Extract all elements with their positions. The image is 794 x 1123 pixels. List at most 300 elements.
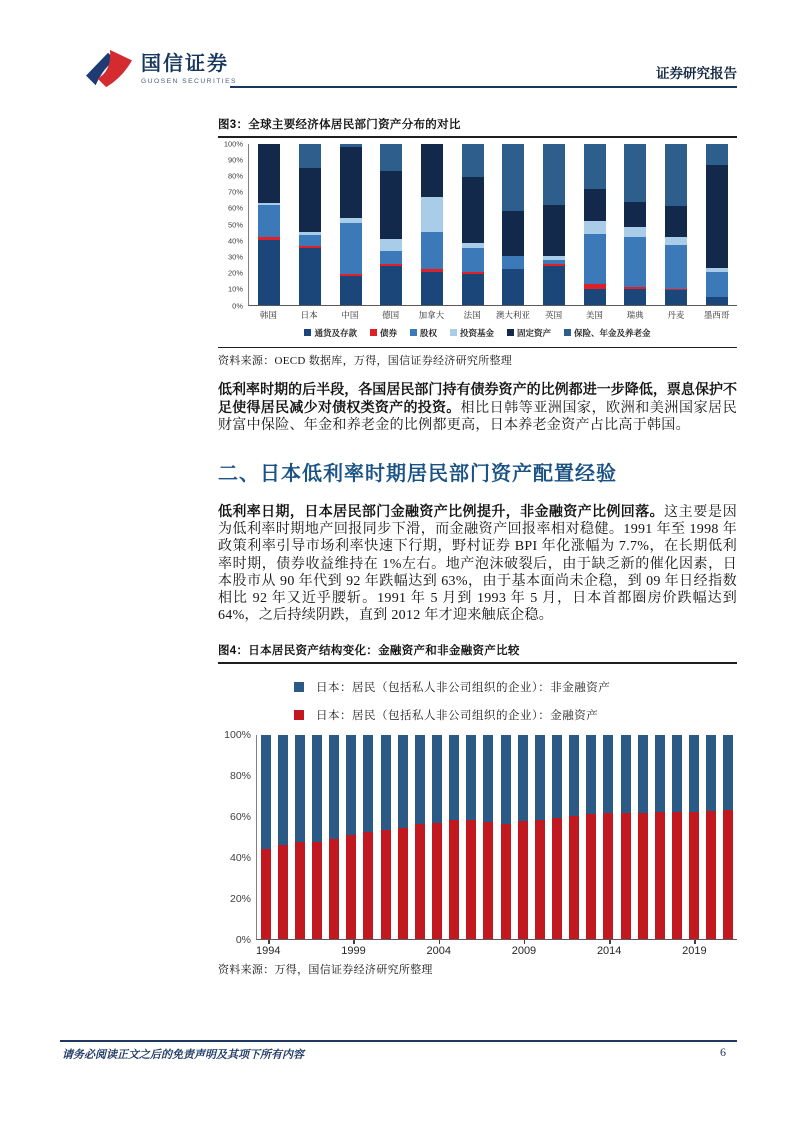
stacked-bar: [543, 144, 565, 305]
y-axis-label: 0%: [232, 301, 243, 311]
x-axis-label: [366, 940, 381, 957]
bar-2019: [686, 735, 703, 939]
figure-3: [218, 116, 737, 368]
footer-disclaimer: 请务必阅读正文之后的免责声明及其项下所有内容: [62, 1049, 304, 1061]
bar-segment: [638, 813, 648, 938]
bar-segment: [483, 735, 493, 823]
legend-label: 股权: [419, 327, 437, 338]
bar-segment: [535, 820, 545, 938]
paragraph-1: [218, 381, 737, 435]
bar-segment: [340, 276, 362, 305]
bar-segment: [295, 842, 305, 939]
legend-item: [294, 707, 737, 723]
brand-name-cn: 国信证券: [141, 52, 229, 75]
bar-韩国: [249, 144, 290, 305]
y-axis-label: 20%: [227, 268, 243, 278]
stacked-bar: [462, 144, 484, 305]
figure-3-source: 资料来源：OECD 数据库，万得，国信证券经济研究所整理: [218, 355, 513, 368]
bar-segment: [462, 274, 484, 305]
bar-1995: [274, 735, 291, 939]
bar-segment: [278, 735, 288, 845]
x-axis-label: [707, 940, 722, 957]
bar-法国: [452, 144, 493, 305]
x-axis-label: 2004: [426, 940, 450, 957]
bar-segment: [665, 290, 687, 304]
bar-2021: [720, 735, 737, 939]
y-axis-label: 40%: [229, 851, 251, 864]
bar-德国: [371, 144, 412, 305]
bar-segment: [363, 735, 373, 832]
bar-segment: [261, 735, 271, 849]
legend-item: [294, 679, 737, 695]
bar-segment: [689, 812, 699, 938]
x-axis-label: 瑞典: [626, 309, 644, 320]
stacked-bar: [501, 735, 511, 939]
figure-4-legend: [218, 679, 737, 723]
bar-segment: [665, 206, 687, 237]
bar-2005: [446, 735, 463, 939]
legend-swatch: [507, 329, 514, 336]
y-axis-label: 100%: [224, 728, 251, 741]
bar-segment: [261, 849, 271, 939]
chart-wrap: [218, 728, 737, 957]
bar-segment: [381, 735, 391, 831]
bar-2016: [634, 735, 651, 939]
brand-name-en: GUOSEN SECURITIES: [141, 77, 237, 85]
stacked-bar: [569, 735, 579, 939]
bar-segment: [603, 813, 613, 938]
bar-segment: [380, 239, 402, 252]
bar-segment: [462, 144, 484, 178]
figure-4-title: 图4：日本居民资产结构变化：金融资产和非金融资产比较: [218, 645, 520, 657]
stacked-bar: [381, 735, 391, 939]
legend-item: [370, 327, 397, 339]
x-axis-label: 加拿大: [418, 309, 445, 320]
y-axis-label: 30%: [227, 252, 243, 262]
stacked-bar: [603, 735, 613, 939]
y-axis-label: 0%: [235, 933, 251, 946]
stacked-bar: [706, 144, 728, 305]
x-axis-label: 2019: [682, 940, 706, 957]
x-axis-label: 美国: [585, 309, 603, 320]
y-axis: [218, 728, 256, 946]
stacked-bar: [299, 144, 321, 305]
legend-swatch: [304, 329, 311, 336]
bar-segment: [518, 735, 528, 822]
stacked-bar: [535, 735, 545, 939]
x-axis-label: 英国: [545, 309, 563, 320]
chart-main: [248, 144, 737, 321]
legend-swatch: [294, 710, 304, 720]
bar-segment: [543, 266, 565, 305]
x-axis-label: 2009: [512, 940, 536, 957]
bar-2004: [428, 735, 445, 939]
stacked-bar: [706, 735, 716, 939]
bar-segment: [462, 248, 484, 272]
bar-2010: [531, 735, 548, 939]
bar-segment: [432, 823, 442, 938]
legend-item: [507, 327, 551, 339]
x-axis-label: 1994: [256, 940, 280, 957]
x-axis-label: 中国: [341, 309, 359, 320]
stacked-bar: [665, 144, 687, 305]
bar-美国: [574, 144, 615, 305]
bar-2014: [600, 735, 617, 939]
legend-swatch: [450, 329, 457, 336]
bar-segment: [665, 144, 687, 207]
bar-segment: [421, 197, 443, 232]
bar-segment: [340, 223, 362, 275]
bar-segment: [380, 251, 402, 264]
chart-main: [256, 735, 737, 957]
x-axis-label: 2014: [597, 940, 621, 957]
bar-2006: [463, 735, 480, 939]
legend-label: 通货及存款: [314, 327, 357, 338]
bar-2013: [583, 735, 600, 939]
stacked-bar: [346, 735, 356, 939]
figure-3-legend: [218, 327, 737, 339]
bar-segment: [584, 221, 606, 234]
stacked-bar: [312, 735, 322, 939]
bar-segment: [584, 189, 606, 221]
report-type-label: 证券研究报告: [656, 66, 737, 81]
stacked-bar: [621, 735, 631, 939]
figure-3-top-rule: [218, 136, 737, 138]
y-axis-label: 90%: [227, 155, 243, 165]
bar-segment: [586, 735, 596, 815]
stacked-bar: [432, 735, 442, 939]
legend-label: 固定资产: [517, 327, 552, 338]
x-axis-label: 德国: [382, 309, 400, 320]
stacked-bar: [380, 144, 402, 305]
bar-segment: [621, 735, 631, 814]
bar-加拿大: [412, 144, 453, 305]
bar-segment: [449, 735, 459, 821]
y-axis-label: 20%: [229, 892, 251, 905]
bar-segment: [421, 272, 443, 304]
bar-2012: [566, 735, 583, 939]
x-axis-label: [326, 940, 341, 957]
bar-segment: [432, 735, 442, 824]
x-axis-label: 1999: [341, 940, 365, 957]
header-divider: [230, 86, 737, 88]
bar-segment: [329, 735, 339, 839]
x-axis-label: [621, 940, 636, 957]
stacked-bar: [552, 735, 562, 939]
bar-segment: [624, 202, 646, 228]
bar-segment: [706, 811, 716, 939]
bar-segment: [723, 735, 733, 810]
bar-segment: [258, 205, 280, 237]
bar-segment: [655, 735, 665, 813]
bar-2011: [548, 735, 565, 939]
footer-divider: [60, 1040, 737, 1042]
stacked-bar: [689, 735, 699, 939]
bar-segment: [299, 248, 321, 304]
bar-segment: [466, 820, 476, 938]
x-axis-label: [652, 940, 667, 957]
chart-wrap: [218, 139, 737, 321]
stacked-bar: [723, 735, 733, 939]
bar-2008: [497, 735, 514, 939]
bar-segment: [502, 256, 524, 269]
bar-丹麦: [656, 144, 697, 305]
x-axis-label: [667, 940, 682, 957]
bar-segment: [380, 171, 402, 239]
bar-2020: [703, 735, 720, 939]
bar-segment: [584, 234, 606, 284]
legend-swatch: [370, 329, 377, 336]
legend-item: [450, 327, 494, 339]
y-axis-label: 50%: [227, 220, 243, 230]
bar-segment: [278, 845, 288, 939]
bar-2007: [480, 735, 497, 939]
y-axis-label: 70%: [227, 187, 243, 197]
y-axis-label: 10%: [227, 284, 243, 294]
bar-2000: [360, 735, 377, 939]
figure-4-source: 资料来源：万得，国信证券经济研究所整理: [218, 963, 433, 976]
y-axis-label: 60%: [229, 810, 251, 823]
bar-segment: [462, 177, 484, 243]
bar-segment: [552, 818, 562, 938]
bar-segment: [398, 735, 408, 829]
stacked-bar: [258, 144, 280, 305]
paragraph-1-bold: 低利率时期的后半段，各国居民部门持有债券资产的比例都进一步降低，票息保护不足使得居民减少对债权类资产的投资。: [218, 381, 737, 416]
bar-segment: [569, 816, 579, 938]
stacked-bar: [363, 735, 373, 939]
stacked-bar: [421, 144, 443, 305]
y-axis-label: 40%: [227, 236, 243, 246]
bar-segment: [381, 830, 391, 938]
figure-4-top-rule: [218, 662, 737, 664]
bar-segment: [295, 735, 305, 842]
bar-segment: [299, 235, 321, 245]
bar-segment: [543, 144, 565, 205]
bar-segment: [535, 735, 545, 821]
bar-日本: [290, 144, 331, 305]
stacked-bar: [502, 144, 524, 305]
bar-2015: [617, 735, 634, 939]
bar-segment: [502, 144, 524, 212]
bar-segment: [689, 735, 699, 813]
x-axis-label: [637, 940, 652, 957]
x-axis-label: [381, 940, 396, 957]
brand-text: [141, 52, 237, 85]
bar-segment: [312, 735, 322, 842]
bar-英国: [534, 144, 575, 305]
bar-segment: [672, 735, 682, 813]
bar-segment: [543, 205, 565, 257]
bar-segment: [363, 832, 373, 939]
bar-segment: [501, 824, 511, 938]
guosen-logo: [84, 46, 237, 90]
bar-segment: [672, 812, 682, 938]
legend-swatch: [410, 329, 417, 336]
stacked-bar: [340, 144, 362, 305]
y-axis-label: 60%: [227, 203, 243, 213]
bar-segment: [603, 735, 613, 814]
bar-2001: [377, 735, 394, 939]
bar-segment: [346, 835, 356, 939]
x-axis-label: [466, 940, 481, 957]
bar-segment: [329, 839, 339, 939]
page-number: 6: [720, 1045, 726, 1059]
stacked-bar: [449, 735, 459, 939]
x-axis-label: [280, 940, 295, 957]
legend-label: 债券: [379, 327, 397, 338]
stacked-bar: [624, 144, 646, 305]
figure-4-chart: [218, 728, 737, 957]
x-axis-label: [497, 940, 512, 957]
plot-area: [256, 735, 737, 940]
bar-1996: [291, 735, 308, 939]
paragraph-1-normal: 相比日韩等亚洲国家，欧洲和美洲国家居民财富中保险、年金和养老金的比例都更高，日本养老金资产占比高于韩国。: [218, 401, 737, 434]
stacked-bar: [278, 735, 288, 939]
bar-segment: [624, 289, 646, 305]
bar-2009: [514, 735, 531, 939]
plot-area: [248, 144, 737, 306]
stacked-bar: [638, 735, 648, 939]
bar-2002: [394, 735, 411, 939]
y-axis-label: 80%: [227, 171, 243, 181]
figure-3-title: 图3：全球主要经济体居民部门资产分布的对比: [218, 119, 461, 131]
figure-4: [218, 642, 737, 977]
x-axis-label: 丹麦: [667, 309, 685, 320]
x-axis-label: [551, 940, 566, 957]
paragraph-2: [218, 503, 737, 624]
bar-segment: [340, 147, 362, 218]
bar-segment: [624, 227, 646, 237]
legend-swatch: [564, 329, 571, 336]
x-axis-label: 法国: [463, 309, 481, 320]
bar-segment: [706, 297, 728, 305]
bar-segment: [466, 735, 476, 821]
stacked-bar: [329, 735, 339, 939]
bar-segment: [706, 272, 728, 296]
legend-item: [410, 327, 437, 339]
bar-segment: [299, 144, 321, 168]
x-axis-label: [451, 940, 466, 957]
bar-segment: [346, 735, 356, 835]
bar-1997: [308, 735, 325, 939]
x-axis-label: [481, 940, 496, 957]
legend-swatch: [294, 682, 304, 692]
paragraph-2-bold: 低利率日期，日本居民部门金融资产比例提升，非金融资产比例回落。: [218, 503, 664, 519]
bar-segment: [258, 240, 280, 304]
x-axis-label: [311, 940, 326, 957]
x-axis-label: 墨西哥: [703, 309, 730, 320]
guosen-logo-icon: [84, 46, 134, 90]
bar-澳大利亚: [493, 144, 534, 305]
stacked-bar: [672, 735, 682, 939]
bar-segment: [502, 269, 524, 304]
bar-segment: [569, 735, 579, 817]
stacked-bar: [483, 735, 493, 939]
bar-segment: [624, 237, 646, 287]
figure-3-bottom-rule: [218, 347, 737, 349]
x-axis-label: [296, 940, 311, 957]
figure-3-chart: [218, 139, 737, 321]
x-axis-label: [411, 940, 426, 957]
x-axis-label: [567, 940, 582, 957]
paragraph-2-normal: 这主要是因为低利率时期地产回报同步下滑，而金融资产回报率相对稳健。1991 年至 1998 年政策利率引导市场利率快速下行期，野村证券 BPI 年化涨幅为 7.7%，在长期低利率时期，债券收益维持在 1%左右。地产泡沫破裂后，由于缺乏新的催化因素，日本股市从 90 年代到 92 年跌幅达到 63%，由于基本面尚未企稳，到 09 年日经指数相比 92 年又近乎腰斩。1991 年 5 月到 1993 年 5 月，日本首都圈房价跌幅达到 64%，之后持续阴跌，直到 2012 年才迎来触底企稳。: [218, 505, 738, 624]
y-axis-label: 80%: [229, 769, 251, 782]
bar-1999: [343, 735, 360, 939]
x-axis-label: 澳大利亚: [495, 309, 530, 320]
bar-segment: [584, 144, 606, 189]
bar-2018: [668, 735, 685, 939]
bar-瑞典: [615, 144, 656, 305]
bar-segment: [380, 266, 402, 305]
bar-segment: [621, 813, 631, 938]
bar-segment: [624, 144, 646, 202]
bar-segment: [501, 735, 511, 825]
bar-2017: [651, 735, 668, 939]
stacked-bar: [518, 735, 528, 939]
stacked-bar: [586, 735, 596, 939]
x-axis: [256, 940, 737, 957]
bar-segment: [449, 820, 459, 938]
bar-中国: [330, 144, 371, 305]
x-axis-label: [722, 940, 737, 957]
bar-segment: [665, 245, 687, 288]
bar-segment: [421, 144, 443, 197]
bar-segment: [415, 824, 425, 938]
section-heading: 二、日本低利率时期居民部门资产配置经验: [218, 463, 617, 485]
bar-2003: [411, 735, 428, 939]
bar-segment: [586, 814, 596, 938]
bar-segment: [552, 735, 562, 819]
stacked-bar: [398, 735, 408, 939]
legend-label: 日本：居民（包括私人非公司组织的企业）：非金融资产: [316, 681, 611, 694]
legend-item: [564, 327, 651, 339]
bar-segment: [723, 810, 733, 939]
bar-segment: [299, 168, 321, 232]
bar-segment: [706, 735, 716, 812]
stacked-bar: [584, 144, 606, 305]
bar-segment: [518, 821, 528, 938]
x-axis-label: [582, 940, 597, 957]
x-axis-label: [536, 940, 551, 957]
x-axis-label: 韩国: [259, 309, 277, 320]
bar-segment: [706, 144, 728, 165]
bar-1994: [257, 735, 274, 939]
legend-item: [304, 327, 357, 339]
bar-segment: [398, 828, 408, 938]
bar-segment: [380, 144, 402, 171]
bar-segment: [665, 237, 687, 245]
bar-segment: [584, 289, 606, 305]
bar-1998: [326, 735, 343, 939]
bar-segment: [638, 735, 648, 814]
stacked-bar: [295, 735, 305, 939]
y-axis-label: 100%: [223, 139, 243, 149]
bar-segment: [655, 812, 665, 938]
stacked-bar: [261, 735, 271, 939]
legend-label: 日本：居民（包括私人非公司组织的企业）：金融资产: [316, 709, 599, 722]
stacked-bar: [415, 735, 425, 939]
legend-label: 保险、年金及养老金: [574, 327, 651, 338]
bar-segment: [706, 165, 728, 268]
stacked-bar: [655, 735, 665, 939]
y-axis: [218, 139, 248, 311]
x-axis-label: [396, 940, 411, 957]
x-axis: [248, 306, 737, 321]
bar-墨西哥: [696, 144, 737, 305]
bar-segment: [312, 842, 322, 939]
bar-segment: [415, 735, 425, 825]
stacked-bar: [466, 735, 476, 939]
